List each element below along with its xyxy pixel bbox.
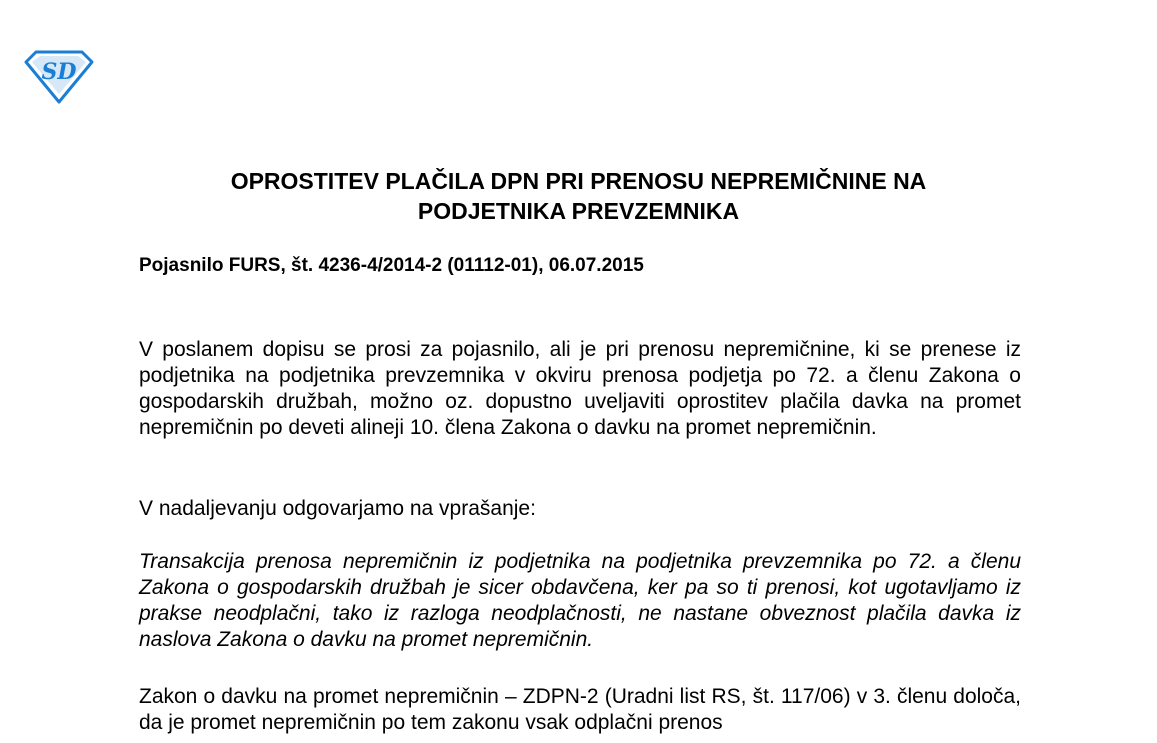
- document-title: [120, 166, 1037, 226]
- title-line-1: OPROSTITEV PLAČILA DPN PRI PRENOSU NEPREMIČNINE NA: [230, 168, 927, 194]
- title-line-2: PODJETNIKA PREVZEMNIKA: [417, 198, 740, 224]
- sd-logo-icon: [22, 48, 96, 106]
- document-subtitle: Pojasnilo FURS, št. 4236-4/2014-2 (01112-01), 06.07.2015: [139, 255, 644, 276]
- paragraph-answer: Transakcija prenosa nepremičnin iz podjetnika na podjetnika prevzemnika po 72. a členu Zakona o gospodarskih družbah je sicer obdavčena, ker pa so ti prenosi, kot ugotavljamo iz prakse neodplačni, tako iz razloga neodplačnosti, ne nastane obveznost plačila davka iz naslova Zakona o davku na promet nepremičnin.: [139, 550, 1021, 651]
- logo-text: SD: [41, 59, 77, 85]
- paragraph-law: Zakon o davku na promet nepremičnin – ZDPN-2 (Uradni list RS, št. 117/06) v 3. členu določa, da je promet nepremičnin po tem zakonu vsak odplačni prenos: [139, 685, 1021, 734]
- paragraph-intro: V nadaljevanju odgovarjamo na vprašanje:: [139, 497, 536, 520]
- paragraph-question: V poslanem dopisu se prosi za pojasnilo, ali je pri prenosu nepremičnine, ki se prenese iz podjetnika na podjetnika prevzemnika v okviru prenosa podjetja po 72. a členu Zakona o gospodarskih družbah, možno oz. dopustno uveljaviti oprostitev plačila davka na promet nepremičnin po deveti alineji 10. člena Zakona o davku na promet nepremičnin.: [139, 338, 1021, 439]
